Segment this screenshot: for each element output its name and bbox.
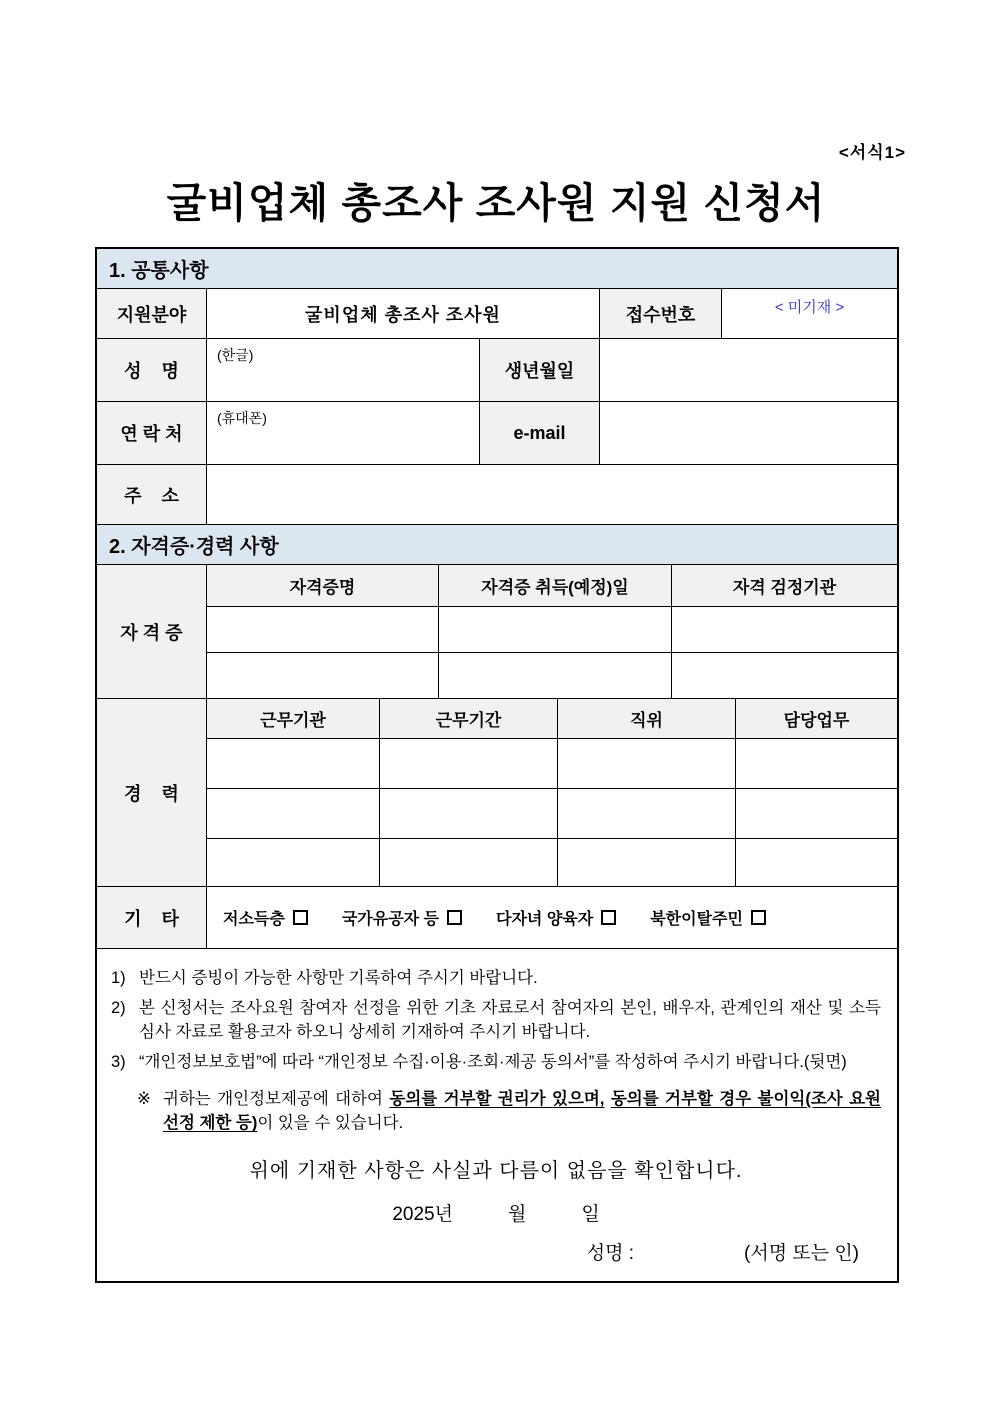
etc-option-national-merit — [342, 906, 462, 929]
reference-mark-icon: ※ — [137, 1089, 151, 1108]
receipt-number-value[interactable]: < 미기재 > — [722, 289, 897, 339]
date-year: 2025년 — [392, 1204, 453, 1226]
career-input-cell[interactable] — [558, 839, 736, 887]
career-input-cell[interactable] — [380, 789, 558, 839]
contact-input-cell[interactable]: (휴대폰) — [207, 402, 480, 465]
contact-label: 연 락 처 — [97, 402, 207, 465]
note-number: 2) — [111, 998, 126, 1017]
license-block — [97, 565, 897, 699]
license-col-name: 자격증명 — [207, 565, 439, 607]
apply-field-value: 굴비업체 총조사 조사원 — [207, 289, 600, 339]
etc-option-low-income — [223, 906, 308, 929]
etc-option-label: 국가유공자 등 — [341, 911, 440, 928]
date-month: 월 — [507, 1204, 527, 1226]
name-label: 성 명 — [97, 339, 207, 402]
row-apply-field — [97, 289, 897, 339]
etc-option-label: 다자녀 양육자 — [496, 911, 594, 928]
date-line — [111, 1199, 881, 1226]
privacy-suffix: 이 있을 수 있습니다. — [257, 1114, 404, 1133]
row-address — [97, 465, 897, 525]
career-input-cell[interactable] — [207, 839, 380, 887]
license-col-agency: 자격 검정기관 — [672, 565, 897, 607]
etc-options-cell — [207, 887, 897, 949]
section2-heading: 2. 자격증·경력 사항 — [97, 525, 897, 565]
career-col-org: 근무기관 — [207, 699, 380, 739]
etc-section-label: 기 타 — [97, 887, 207, 949]
license-input-cell[interactable] — [439, 653, 672, 699]
career-col-duty: 담당업무 — [736, 699, 897, 739]
license-input-cell[interactable] — [672, 607, 897, 653]
note-number: 3) — [111, 1052, 126, 1071]
license-input-cell[interactable] — [439, 607, 672, 653]
receipt-number-label: 접수번호 — [600, 289, 722, 339]
address-input-cell[interactable] — [207, 465, 897, 525]
career-input-cell[interactable] — [207, 789, 380, 839]
email-input-cell[interactable] — [600, 402, 897, 465]
checkbox[interactable] — [751, 910, 766, 925]
career-section-label: 경 력 — [97, 699, 207, 887]
birthdate-input-cell[interactable] — [600, 339, 897, 402]
birthdate-label: 생년월일 — [480, 339, 600, 402]
apply-field-label: 지원분야 — [97, 289, 207, 339]
row-contact — [97, 402, 897, 465]
page-title: 굴비업체 총조사 조사원 지원 신청서 — [166, 180, 826, 226]
address-label: 주 소 — [97, 465, 207, 525]
form-tag: <서식1> — [838, 143, 906, 162]
signature-label: 성명 : — [586, 1243, 635, 1265]
career-col-period: 근무기간 — [380, 699, 558, 739]
application-form-table — [95, 247, 899, 1283]
note-item — [111, 997, 881, 1045]
etc-option-nk-defector — [650, 906, 766, 929]
email-label: e-mail — [480, 402, 600, 465]
privacy-underline-2: 동의를 거부할 경우 불이익(조사 요원 선정 제한 등) — [163, 1089, 881, 1133]
career-input-cell[interactable] — [207, 739, 380, 789]
career-col-position: 직위 — [558, 699, 736, 739]
section1-heading: 1. 공통사항 — [97, 249, 897, 289]
note-item — [111, 967, 881, 991]
privacy-underline-1: 동의를 거부할 권리가 있으며, — [389, 1089, 605, 1108]
checkbox[interactable] — [601, 910, 616, 925]
privacy-note-text — [163, 1087, 881, 1137]
note-text: “개인정보보호법”에 따라 “개인정보 수집·이용·조회·제공 동의서”를 작성하여 주시기 바랍니다.(뒷면) — [139, 1052, 847, 1071]
note-number: 1) — [111, 969, 126, 987]
license-section-label: 자 격 증 — [97, 565, 207, 699]
license-input-cell[interactable] — [207, 653, 439, 699]
signature-hint: (서명 또는 인) — [744, 1243, 859, 1265]
note-text: 본 신청서는 조사요원 참여자 선정을 위한 기초 자료로서 참여자의 본인, 배우자, 관계인의 재산 및 소득 심사 자료로 활용코자 하오니 상세히 기재하여 주시기 바랍니다. — [139, 998, 881, 1041]
date-day: 일 — [581, 1204, 600, 1226]
career-input-cell[interactable] — [380, 839, 558, 887]
career-input-cell[interactable] — [558, 789, 736, 839]
career-input-cell[interactable] — [380, 739, 558, 789]
etc-block — [97, 887, 897, 949]
license-col-date: 자격증 취득(예정)일 — [439, 565, 672, 607]
career-block — [97, 699, 897, 887]
note-text: 반드시 증빙이 가능한 사항만 기록하여 주시기 바랍니다. — [139, 969, 538, 987]
name-input-cell[interactable]: (한글) — [207, 339, 480, 402]
etc-option-multi-child — [496, 906, 616, 929]
confirmation-text: 위에 기재한 사항은 사실과 다름이 없음을 확인합니다. — [249, 1160, 743, 1183]
license-input-cell[interactable] — [672, 653, 897, 699]
etc-option-label: 북한이탈주민 — [650, 911, 743, 928]
notes-box — [97, 949, 897, 1281]
career-input-cell[interactable] — [736, 839, 897, 887]
privacy-note — [111, 1087, 881, 1137]
career-input-cell[interactable] — [736, 739, 897, 789]
checkbox[interactable] — [293, 910, 308, 925]
privacy-prefix: 귀하는 개인정보제공에 대하여 — [163, 1089, 390, 1108]
row-name — [97, 339, 897, 402]
license-input-cell[interactable] — [207, 607, 439, 653]
checkbox[interactable] — [447, 910, 462, 925]
etc-option-label: 저소득층 — [223, 911, 285, 928]
career-input-cell[interactable] — [736, 789, 897, 839]
note-item — [111, 1051, 881, 1075]
signature-line — [111, 1238, 881, 1265]
career-input-cell[interactable] — [558, 739, 736, 789]
